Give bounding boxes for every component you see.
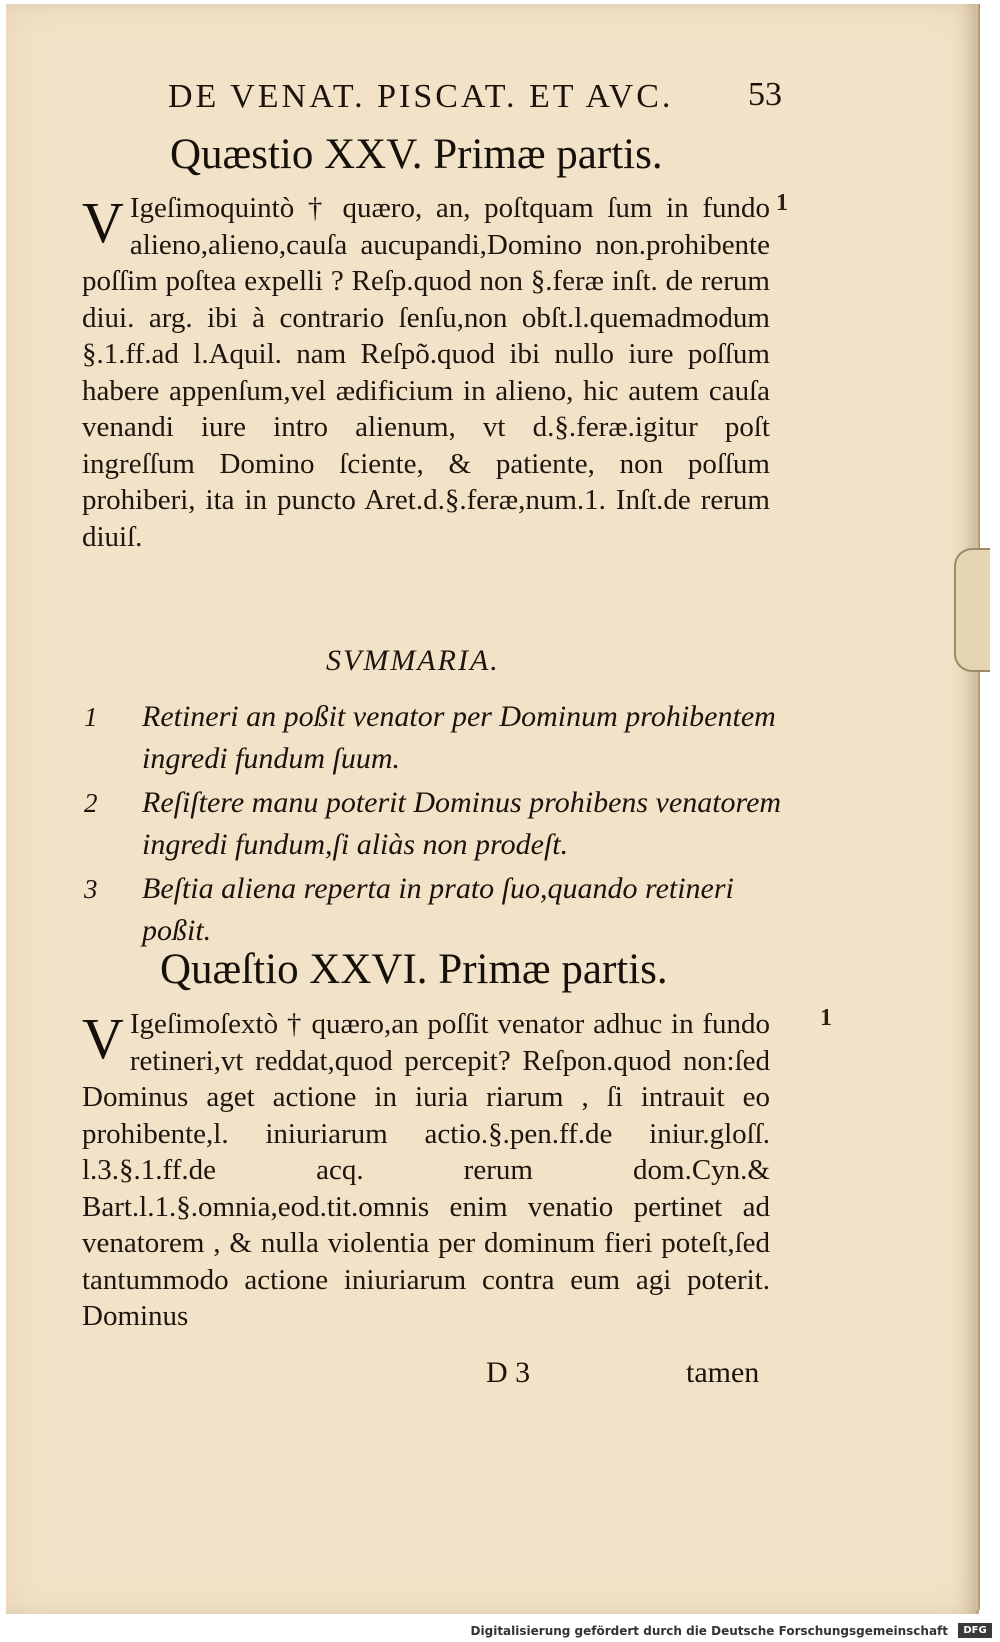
summaria-heading: SVMMARIA. bbox=[326, 644, 500, 677]
summaria-item-number: 1 bbox=[84, 702, 98, 732]
dropcap-q25: V bbox=[82, 190, 124, 255]
margin-note-q25: 1 bbox=[776, 190, 788, 216]
summaria-item-text: Beſtia aliena reperta in prato ſuo,quando retineri poßit. bbox=[142, 872, 734, 947]
summaria-item bbox=[84, 696, 784, 780]
question-26-paragraph: Igeſimoſextò † quæro,an poſſit venator adhuc in fundo retineri,vt reddat,quod percepit? Reſpon.quod non:ſed Dominus aget actione in iuria riarum , ſi intrauit eo prohibente,l. iniuriarum actio.§.pen.ff.de iniur.gloſſ. l.3.§.1.ff.de acq. rerum dom.Cyn.& Bart.l.1.§.omnia,eod.tit.omnis enim venatio pertinet ad venatorem , & nulla violentia per dominum fieri poteſt,ſed tantummodo actione iniuriarum contra eum agi poterit. Dominus bbox=[82, 1008, 770, 1332]
question-26-title: Quæſtio XXVI. Primæ partis. bbox=[160, 946, 668, 993]
dfg-logo-icon: DFG bbox=[958, 1623, 992, 1638]
catchword: tamen bbox=[686, 1356, 760, 1389]
question-25-paragraph: Igeſimoquintò † quæro, an, poſtquam ſum in fundo alieno,alieno,cauſa aucupandi,Domino non.prohibente poſſim poſtea expelli ? Reſp.quod non §.feræ inſt. de rerum diui. arg. ibi à contrario ſenſu,non obſt.l.quemadmodum §.1.ff.ad l.Aquil. nam Reſpõ.quod ibi nullo iure poſſum habere appenſum,vel ædificium in alieno, hic autem cauſa venandi iure intro alienum, vt d.§.feræ.igitur poſt ingreſſum Domino ſciente, & patiente, non poſſum prohiberi, ita in puncto Aret.d.§.feræ,num.1. Inſt.de rerum diuiſ. bbox=[82, 192, 770, 553]
question-26-body bbox=[82, 1006, 770, 1346]
question-25-body bbox=[82, 190, 770, 610]
running-head: DE VENAT. PISCAT. ET AVC. bbox=[168, 78, 674, 115]
summaria-item-number: 2 bbox=[84, 788, 98, 818]
summaria-item-text: Reſiſtere manu poterit Dominus prohibens venatorem ingredi fundum,ſi aliàs non prodeſt. bbox=[142, 786, 782, 861]
page-clip bbox=[954, 548, 990, 672]
footer-credit: Digitalisierung gefördert durch die Deutsche Forschungsgemeinschaft bbox=[470, 1624, 948, 1638]
summaria-item bbox=[84, 868, 784, 952]
margin-note-q26: 1 bbox=[820, 1005, 832, 1031]
summaria-item-text: Retineri an poßit venator per Dominum prohibentem ingredi fundum ſuum. bbox=[142, 700, 776, 775]
signature-mark: D 3 bbox=[486, 1356, 531, 1389]
question-25-title: Quæstio XXV. Primæ partis. bbox=[170, 131, 663, 178]
summaria-item bbox=[84, 782, 784, 866]
page-edge bbox=[976, 4, 980, 1610]
dropcap-q26: V bbox=[82, 1006, 124, 1071]
page-number: 53 bbox=[748, 76, 782, 113]
summaria-list bbox=[84, 696, 784, 954]
summaria-item-number: 3 bbox=[84, 874, 98, 904]
